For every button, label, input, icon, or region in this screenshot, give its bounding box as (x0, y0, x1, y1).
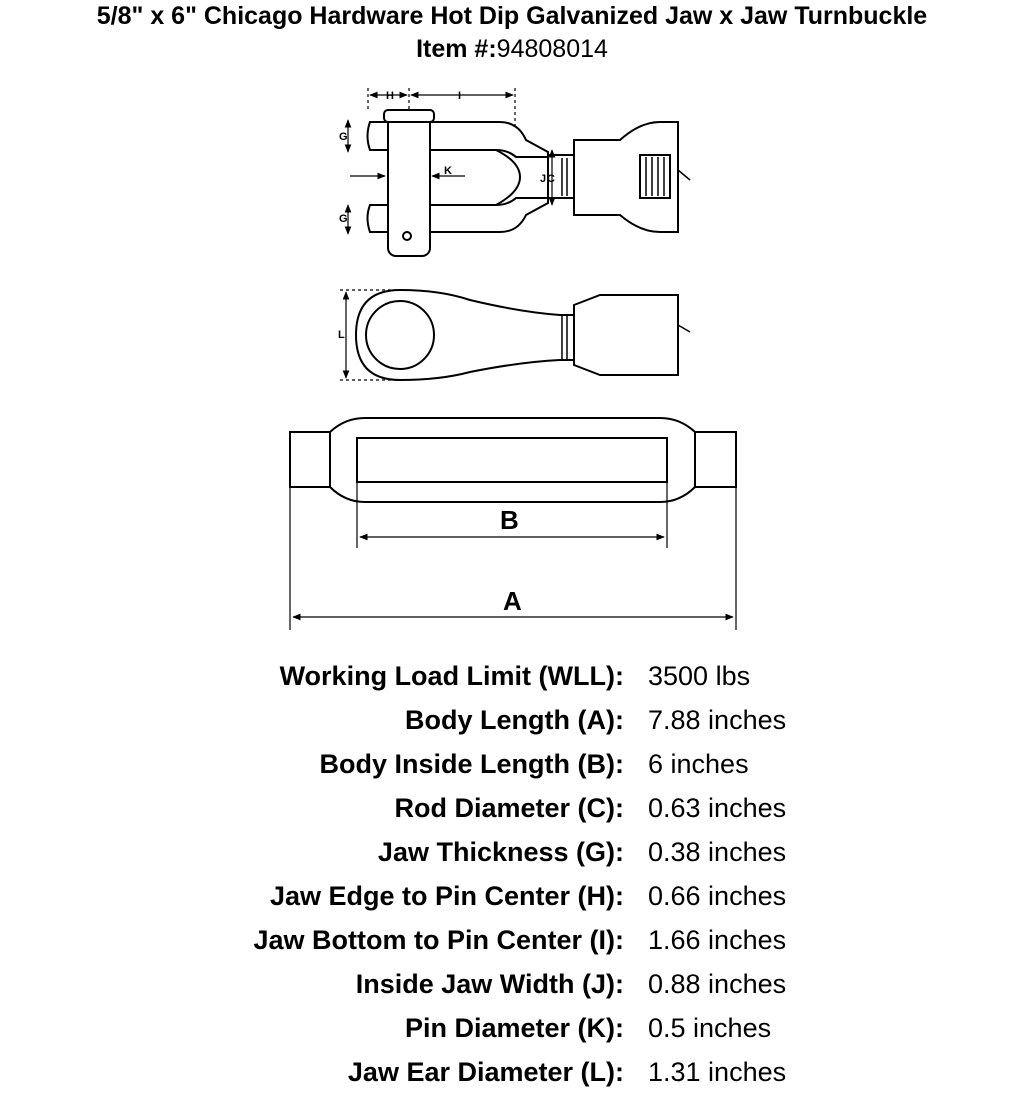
dim-label-c: C (547, 173, 555, 185)
spec-value: 0.88 inches (648, 969, 787, 999)
item-number: 94808014 (496, 35, 608, 63)
jaw-side-view (356, 290, 678, 380)
spec-row (0, 918, 1024, 962)
spec-label: Jaw Ear Diameter (L): (347, 1057, 624, 1087)
spec-label: Jaw Thickness (G): (377, 837, 624, 867)
spec-row (0, 874, 1024, 918)
spec-label: Inside Jaw Width (J): (355, 969, 624, 999)
spec-value: 0.63 inches (648, 793, 787, 823)
dim-label-h: H (386, 90, 394, 102)
spec-row (0, 698, 1024, 742)
spec-label: Body Inside Length (B): (319, 749, 624, 779)
spec-label: Pin Diameter (K): (404, 1013, 624, 1043)
spec-row (0, 786, 1024, 830)
item-label: Item #: (416, 35, 497, 63)
jaw-top-view (368, 110, 679, 256)
spec-label: Body Length (A): (405, 705, 624, 735)
spec-row (0, 742, 1024, 786)
spec-label: Jaw Bottom to Pin Center (I): (253, 925, 624, 955)
dim-label-l: L (338, 329, 345, 341)
dim-label-i: I (458, 90, 462, 102)
spec-value: 1.66 inches (648, 925, 787, 955)
spec-row (0, 830, 1024, 874)
spec-value: 0.66 inches (648, 881, 787, 911)
spec-row (0, 654, 1024, 698)
spec-label: Jaw Edge to Pin Center (H): (269, 881, 624, 911)
dim-label-g-bottom: G (339, 213, 348, 225)
dim-label-a: A (503, 586, 522, 616)
dim-label-g-top: G (339, 131, 348, 143)
spec-label: Working Load Limit (WLL): (279, 661, 624, 691)
spec-value: 3500 lbs (648, 661, 751, 691)
spec-row (0, 1050, 1024, 1094)
spec-value: 1.31 inches (648, 1057, 787, 1087)
dim-label-b: B (500, 505, 519, 535)
spec-value: 0.38 inches (648, 837, 787, 867)
spec-value: 6 inches (648, 749, 749, 779)
spec-row (0, 1006, 1024, 1050)
spec-label: Rod Diameter (C): (394, 793, 624, 823)
spec-value: 7.88 inches (648, 705, 787, 735)
spec-row (0, 962, 1024, 1006)
dim-label-j: J (540, 173, 547, 185)
spec-value: 0.5 inches (648, 1013, 772, 1043)
page-title: 5/8" x 6" Chicago Hardware Hot Dip Galvanized Jaw x Jaw Turnbuckle (96, 2, 928, 30)
dim-label-k: K (444, 165, 452, 177)
